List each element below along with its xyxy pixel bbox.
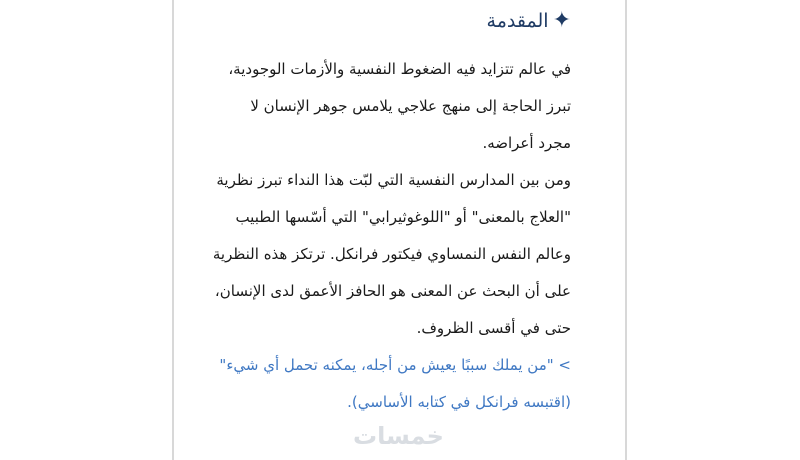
paragraph-line: حتى في أقسى الظروف. xyxy=(416,319,571,337)
four-pointed-star-icon: ✦ xyxy=(552,8,571,33)
paragraph-line: تبرز الحاجة إلى منهج علاجي يلامس جوهر الإنسان لا xyxy=(250,97,571,115)
site-watermark: خمسات xyxy=(353,422,444,450)
paragraph-line: وعالم النفس النمساوي فيكتور فرانكل. ترتكز هذه النظرية xyxy=(212,245,571,263)
document-page xyxy=(172,0,627,460)
paragraph-line: في عالم تتزايد فيه الضغوط النفسية والأزمات الوجودية، xyxy=(228,60,571,78)
paragraph-line: ومن بين المدارس النفسية التي لبّت هذا النداء تبرز نظرية xyxy=(216,171,571,189)
paragraph-line: مجرد أعراضه. xyxy=(482,134,571,152)
quote-citation: (اقتبسه فرانكل في كتابه الأساسي). xyxy=(347,393,571,411)
quote-line: > "من يملك سببًا يعيش من أجله، يمكنه تحمل أي شيء" xyxy=(219,356,571,374)
section-heading xyxy=(487,10,571,32)
paragraph-line: على أن البحث عن المعنى هو الحافز الأعمق لدى الإنسان، xyxy=(214,282,571,300)
section-title: المقدمة xyxy=(486,10,549,32)
paragraph-line: "العلاج بالمعنى" أو "اللوغوثيرابي" التي أسّسها الطبيب xyxy=(235,208,571,226)
